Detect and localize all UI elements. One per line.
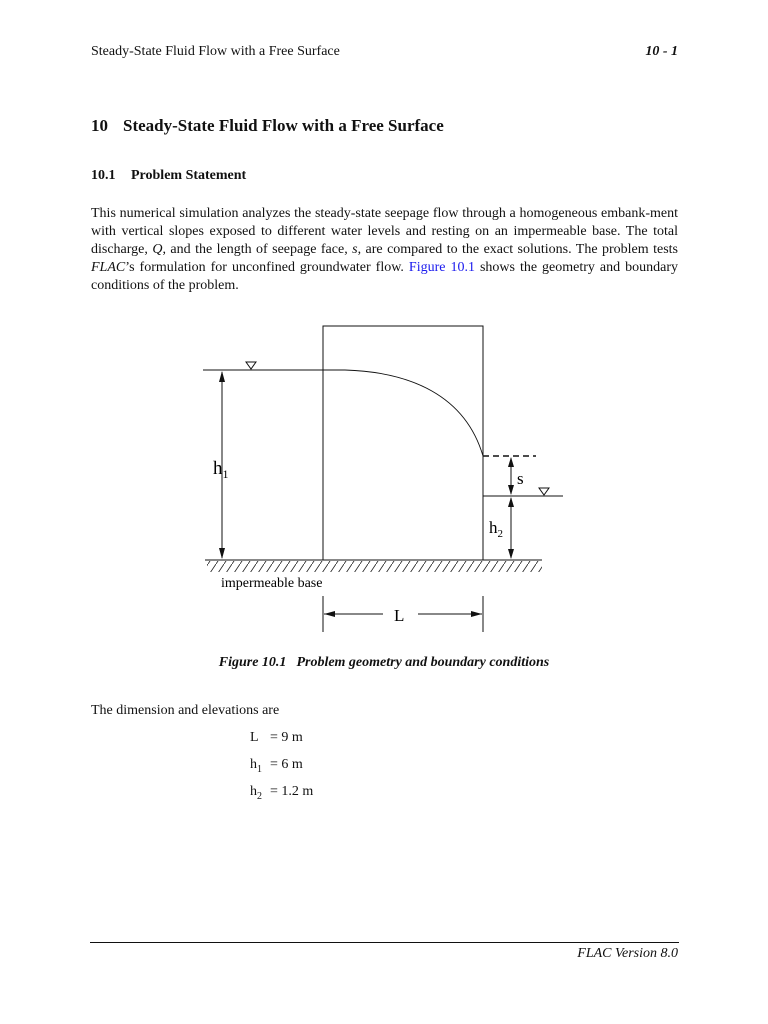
figure-caption-label: Figure 10.1 <box>218 655 287 670</box>
para-text-2: , and the length of seepage face, <box>162 242 353 257</box>
dimension-row-h1: $h_1 = 6$ m <box>250 756 303 775</box>
footer-version: FLAC Version 8.0 <box>577 946 678 961</box>
dimensions-intro: The dimension and elevations are <box>91 703 280 718</box>
h1-arrow-top-icon <box>219 371 225 382</box>
upstream-water-marker-icon <box>246 362 256 369</box>
s-label: s <box>517 469 524 488</box>
h2-arrow-bottom-icon <box>508 549 514 559</box>
running-header-title: Steady-State Fluid Flow with a Free Surface <box>91 44 340 59</box>
l-label: L <box>394 606 405 625</box>
s-arrow-top-icon <box>508 457 514 467</box>
chapter-number: 10 <box>91 116 108 135</box>
section-number: 10.1 <box>91 168 116 183</box>
phreatic-surface <box>323 370 483 456</box>
ground-hatching <box>207 561 542 572</box>
para-text-4: ’s formulation for unconfined groundwater flow. <box>125 260 409 275</box>
para-var-s: s <box>352 242 358 257</box>
h1-arrow-bottom-icon <box>219 548 225 559</box>
s-arrow-bottom-icon <box>508 485 514 495</box>
impermeable-base-label: impermeable base <box>221 576 323 591</box>
h2-arrow-top-icon <box>508 497 514 507</box>
downstream-water-marker-icon <box>539 488 549 495</box>
figure-reference-link[interactable]: Figure 10.1 <box>408 260 475 275</box>
footer-rule <box>90 942 679 943</box>
para-text-3: , are compared to the exact solutions. The problem tests <box>357 242 678 257</box>
l-arrow-right-icon <box>471 611 482 617</box>
l-arrow-left-icon <box>324 611 335 617</box>
h2-label: $h_2$ <box>489 518 503 540</box>
page-number: 10 - 1 <box>645 44 678 59</box>
para-var-q: Q <box>152 242 163 257</box>
para-flac: FLAC <box>91 260 126 275</box>
figure-caption <box>0 655 768 671</box>
section-title: Problem Statement <box>131 168 247 183</box>
para-text-5: shows the geometry and boundary conditions of the problem. <box>91 260 678 293</box>
dimension-row-l: L = 9 m <box>250 730 303 745</box>
dimensions-list <box>250 727 313 807</box>
figure-caption-text: Problem geometry and boundary conditions <box>296 655 550 670</box>
dimension-row-h2: $h_2 = 1.2$ m <box>250 783 314 802</box>
h1-label: $h_1$ <box>213 458 229 481</box>
embankment <box>323 326 483 560</box>
chapter-title: Steady-State Fluid Flow with a Free Surface <box>123 116 444 135</box>
para-text-1: This numerical simulation analyzes the steady-state seepage flow through a homogeneous embank-ment with vertical slopes exposed to different water levels and resting on an impermeable base. The total discharge, <box>91 206 678 257</box>
